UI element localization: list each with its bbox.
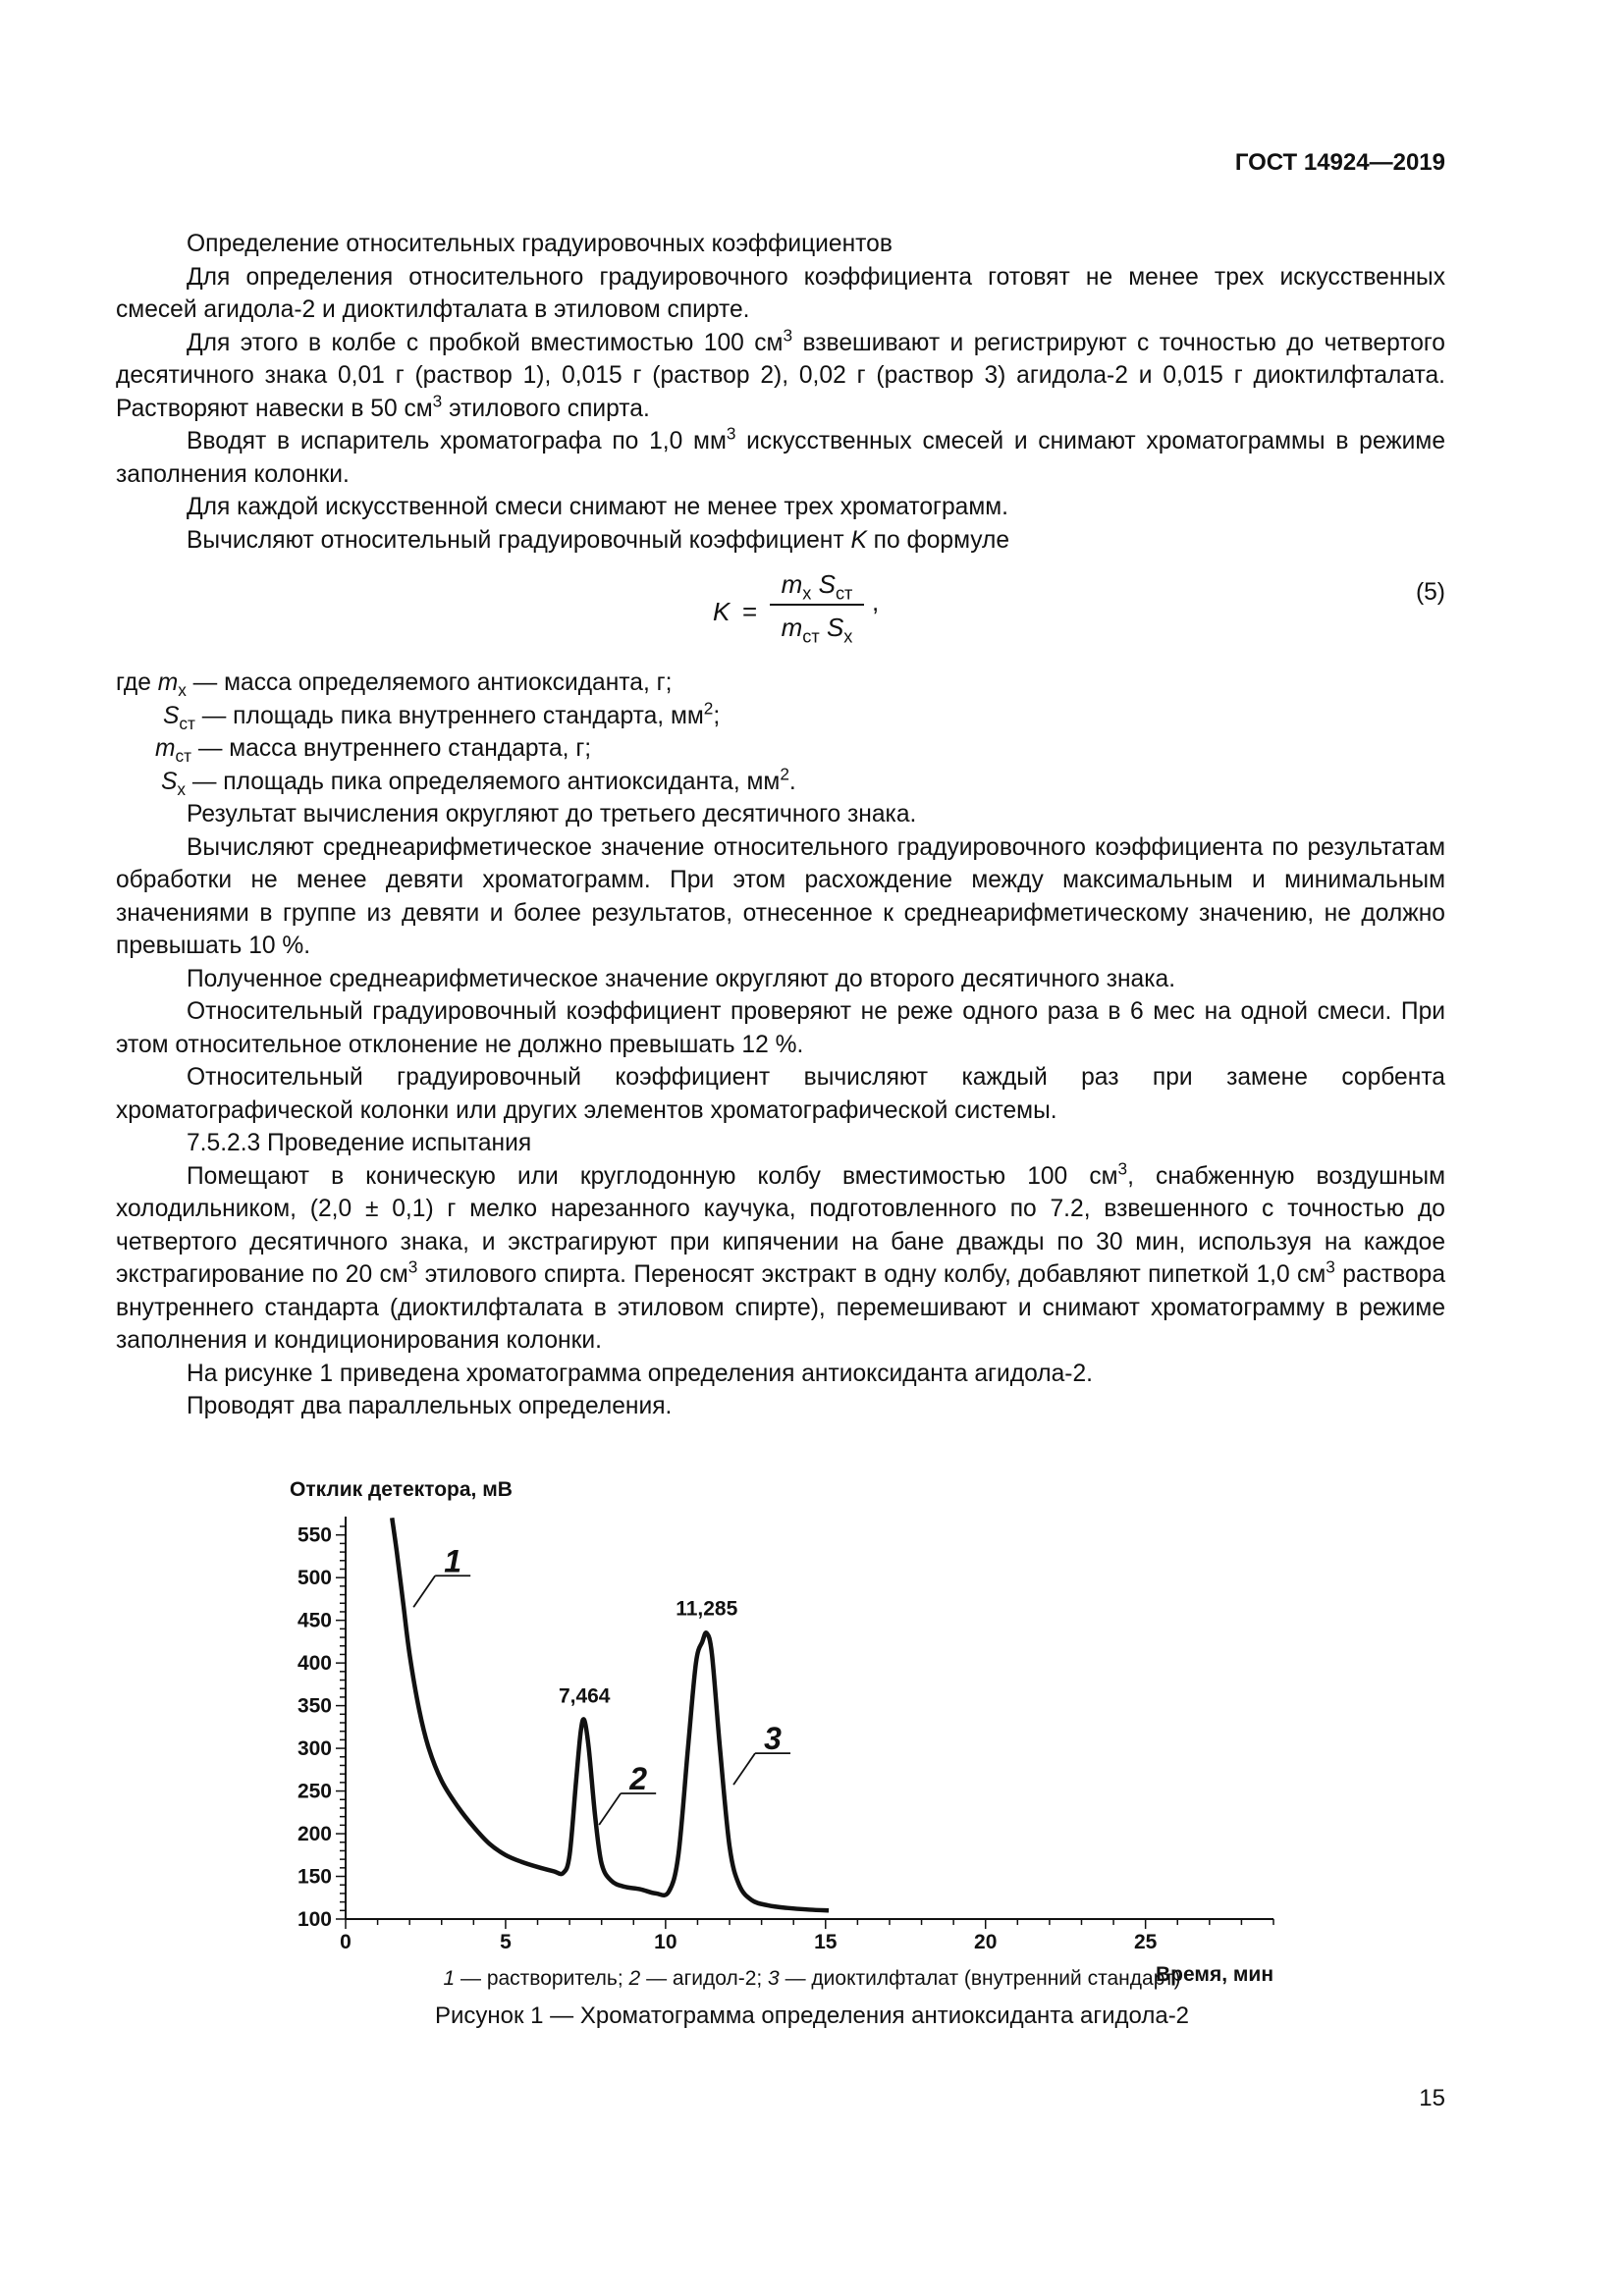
formula-numerator: $m_х$ $S_{ст}$ xyxy=(781,569,853,604)
section-heading: 7.5.2.3 Проведение испытания xyxy=(187,1130,532,1156)
x-tick-label: 20 xyxy=(974,1931,998,1953)
paragraph: Вычисляют относительный градуировочный коэффициент K по формуле xyxy=(187,526,1010,554)
definition-item: $S_{ст}$ — площадь пика внутреннего стандарта, $мм^2$; xyxy=(163,698,721,733)
peak-label: 11,285 xyxy=(676,1597,738,1621)
y-tick-label: 500 xyxy=(297,1567,332,1590)
peak-label: 7,464 xyxy=(558,1684,611,1708)
y-tick-label: 250 xyxy=(297,1780,332,1803)
y-tick-label: 150 xyxy=(297,1865,332,1889)
figure-legend: 1 — растворитель; 2 — агидол-2; 3 — диоктилфталат (внутренний стандарт) xyxy=(443,1967,1181,1990)
paragraph: Полученное среднеарифметическое значение округляют до второго десятичного знака. xyxy=(187,965,1176,992)
leader-line xyxy=(733,1753,755,1785)
paragraph: Результат вычисления округляют до третьего десятичного знака. xyxy=(187,801,917,828)
x-tick-label: 15 xyxy=(814,1931,838,1953)
equation-number: (5) xyxy=(1415,579,1445,606)
paragraph: Для каждой искусственной смеси снимают не менее трех хроматограмм. xyxy=(187,494,1008,520)
y-tick-label: 550 xyxy=(297,1523,332,1547)
x-tick-label: 5 xyxy=(500,1931,512,1953)
x-tick-label: 10 xyxy=(654,1931,677,1953)
y-tick-label: 450 xyxy=(297,1609,332,1632)
y-tick-label: 300 xyxy=(297,1737,332,1761)
paragraph: Для этого в колбе с пробкой вместимостью 100 $см^3$ взвешивают и регистрируют с точностью до четвертого десятичного знака 0,01 г (раствор 1), 0,015 г (раствор 2), 0,02 г (раствор 3) агидола-2 и 0,015 г диоктилфталата. Растворяют навески в 50 $см^3$ этилового спирта. xyxy=(116,325,1445,422)
paragraph: На рисунке 1 приведена хроматограмма определения антиоксиданта агидола-2. xyxy=(187,1360,1093,1387)
definition-item: где $m_х$ — масса определяемого антиоксиданта, г; xyxy=(116,669,673,701)
y-tick-label: 350 xyxy=(297,1694,332,1718)
y-tick-label: 400 xyxy=(297,1652,332,1676)
x-tick-label: 0 xyxy=(340,1931,352,1953)
curve-number: 2 xyxy=(629,1761,648,1796)
paragraph: Определение относительных градуировочных коэффициентов xyxy=(187,231,893,257)
y-axis-label: Отклик детектора, мВ xyxy=(290,1478,513,1501)
paragraph: Вводят в испаритель хроматографа по 1,0 $мм^3$ искусственных смесей и снимают хроматограммы в режиме заполнения колонки. xyxy=(116,423,1445,488)
leader-line xyxy=(599,1793,621,1825)
formula-block: K = $m_х$ $S_{ст}$ $m_{ст}$ $S_х$ , (5) xyxy=(713,569,1445,647)
fraction-bar xyxy=(770,604,864,606)
figure-caption: Рисунок 1 — Хроматограмма определения антиоксиданта агидола-2 xyxy=(434,2002,1190,2029)
y-tick-label: 200 xyxy=(297,1823,332,1846)
paragraph: Для определения относительного градуировочного коэффициента готовят не менее трех искусственных смесей агидола-2 и диоктилфталата в этиловом спирте. xyxy=(116,263,1445,323)
document-id: ГОСТ 14924—2019 xyxy=(1234,149,1445,176)
paragraph: Вычисляют среднеарифметическое значение относительного градуировочного коэффициента по результатам обработки не менее девяти хроматограмм. При этом расхождение между максимальным и минимальным значениями в группе из девяти и более результатов, отнесенное к среднеарифметическому значению, не должно превышать 10 %. xyxy=(116,833,1445,959)
y-tick-label: 100 xyxy=(297,1908,332,1931)
formula-denominator: $m_{ст}$ $S_х$ xyxy=(781,613,853,647)
x-axis-label: Время, мин xyxy=(1156,1963,1273,1986)
paragraph: Проводят два параллельных определения. xyxy=(187,1393,673,1419)
curve-number: 1 xyxy=(444,1543,462,1579)
document-body xyxy=(116,228,1445,1423)
curve-number: 3 xyxy=(764,1721,782,1757)
paragraph: Помещают в коническую или круглодонную колбу вместимостью 100 $см^3$, снабженную воздушным холодильником, (2,0 ± 0,1) г мелко нарезанного каучука, подготовленного по 7.2, взвешенного с точностью до четвертого десятичного знака, и экстрагируют при кипячении на бане дважды по 30 мин, используя на каждое экстрагирование по 20 $см^3$ этилового спирта. Переносят экстракт в одну колбу, добавляют пипеткой 1,0 $см^3$ раствора внутреннего стандарта (диоктилфталата в этиловом спирте), перемешивают и снимают хроматограмму в режиме заполнения и кондиционирования колонки. xyxy=(116,1158,1445,1354)
x-tick-label: 25 xyxy=(1133,1931,1158,1953)
page-number: 15 xyxy=(1419,2085,1445,2111)
leader-line xyxy=(413,1575,435,1607)
paragraph: Относительный градуировочный коэффициент вычисляют каждый раз при замене сорбента хроматографической колонки или других элементов хроматографической системы. xyxy=(116,1064,1445,1124)
paragraph: Относительный градуировочный коэффициент проверяют не реже одного раза в 6 мес на одной смеси. При этом относительное отклонение не должно превышать 12 %. xyxy=(116,998,1445,1058)
definition-item: $m_{ст}$ — масса внутреннего стандарта, г; xyxy=(155,735,592,767)
definition-item: $S_х$ — площадь пика определяемого антиоксиданта, $мм^2$. xyxy=(161,764,796,799)
variable-definitions xyxy=(116,667,1445,798)
